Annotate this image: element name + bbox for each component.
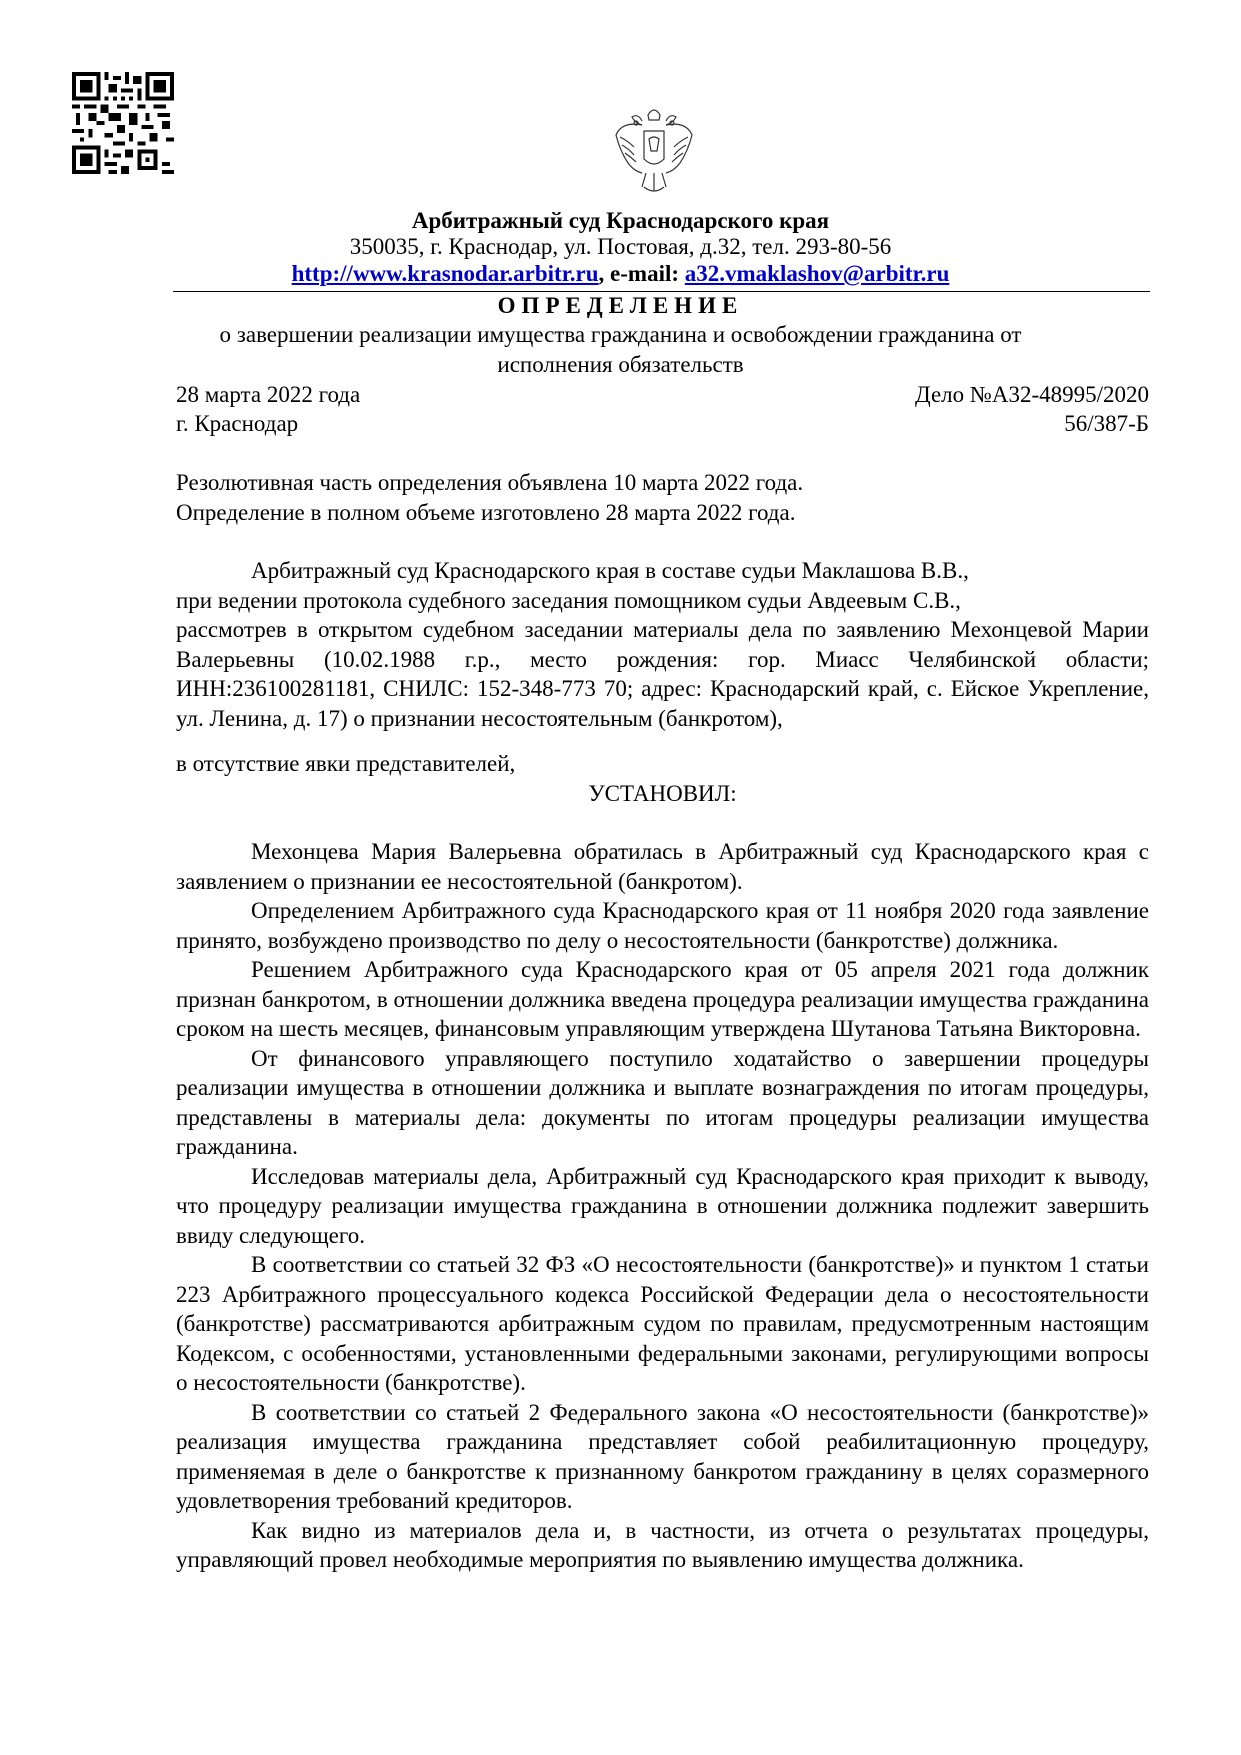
composition-paragraph: рассмотрев в открытом судебном заседании материалы дела по заявлению Мехонцевой Марии Валерьевны (10.02.1988 г.р., место рождения: гор. Миасс Челябинской области; ИНН:236100281181, СНИЛС: 152-348-773 70; адрес: Краснодарский край, с. Ейское Укрепление, ул. Ленина, д. 17) о признании несостоятельным (банкротом), — [176, 617, 1149, 731]
document-city: г. Краснодар — [176, 411, 299, 436]
qr-code — [72, 72, 174, 174]
document-title: ОПРЕДЕЛЕНИЕ — [497, 293, 744, 318]
composition-line-secretary: при ведении протокола судебного заседания помощником судьи Авдеевым С.В., — [176, 587, 961, 613]
case-number: Дело №А32-48995/2020 — [914, 382, 1149, 407]
body-paragraph: Мехонцева Мария Валерьевна обратилась в Арбитражный суд Краснодарского края с заявлением о признании ее несостоятельной (банкротом). — [176, 839, 1149, 894]
court-contacts — [0, 260, 1241, 288]
intro-line-operative: Резолютивная часть определения объявлена 10 марта 2022 года. — [176, 470, 804, 495]
body-paragraph: В соответствии со статьей 2 Федерального закона «О несостоятельности (банкротстве)» реализация имущества гражданина представляет собой реабилитационную процедуру, применяемая в деле о банкротстве к признанному банкротом гражданину в целях соразмерного удовлетворения требований кредиторов. — [176, 1399, 1149, 1513]
body-paragraph: От финансового управляющего поступило ходатайство о завершении процедуры реализации имущества в отношении должника и выплате вознаграждения по итогам процедуры, представлены в материалы дела: документы по итогам процедуры реализации имущества гражданина. — [176, 1045, 1149, 1159]
body-paragraph: Как видно из материалов дела и, в частности, из отчета о результатах процедуры, управляющий провел необходимые мероприятия по выявлению имущества должника. — [176, 1517, 1149, 1572]
composition-block — [176, 556, 1149, 733]
document-meta-left — [176, 380, 360, 438]
court-email-link[interactable]: a32.vmaklashov@arbitr.ru — [684, 261, 950, 286]
body-paragraph: В соответствии со статьей 32 ФЗ «О несостоятельности (банкротстве)» и пунктом 1 статьи 223 Арбитражного процессуального кодекса Российской Федерации дела о несостоятельности (банкротстве) рассматриваются арбитражным судом по правилам, предусмотренным настоящим Кодексом, с особенностями, установленными федеральными законами, регулирующими вопросы о несостоятельности (банкротстве). — [176, 1252, 1149, 1395]
case-sub-number: 56/387-Б — [1064, 411, 1149, 436]
court-address: 350035, г. Краснодар, ул. Постовая, д.32, тел. 293-80-56 — [349, 234, 892, 259]
composition-line-judge: Арбитражный суд Краснодарского края в составе судьи Маклашова В.В., — [251, 558, 969, 583]
body-paragraph: Исследовав материалы дела, Арбитражный суд Краснодарского края приходит к выводу, что процедуру реализации имущества гражданина в отношении должника подлежит завершить ввиду следующего. — [176, 1163, 1149, 1248]
body-paragraph: Решением Арбитражного суда Краснодарского края от 05 апреля 2021 года должник признан банкротом, в отношении должника введена процедура реализации имущества гражданина сроком на шесть месяцев, финансовым управляющим утверждена Шутанова Татьяна Викторовна. — [176, 957, 1149, 1041]
court-name: Арбитражный суд Краснодарского края — [411, 208, 830, 233]
court-website-link[interactable]: http://www.krasnodar.arbitr.ru — [291, 261, 599, 286]
absence-line: в отсутствие явки представителей, — [176, 751, 516, 776]
body-paragraph: Определением Арбитражного суда Краснодарского края от 11 ноября 2020 года заявление принято, возбуждено производство по делу о несостоятельности (банкротстве) должника. — [176, 898, 1149, 953]
document-date: 28 марта 2022 года — [176, 382, 361, 407]
intro-line-full: Определение в полном объеме изготовлено 28 марта 2022 года. — [176, 499, 796, 525]
document-subtitle: о завершении реализации имущества гражданина и освобождении гражданина от исполнения обязательств — [219, 322, 1022, 377]
intro-block — [176, 468, 1149, 527]
main-text — [176, 837, 1149, 1575]
established-heading: УСТАНОВИЛ: — [588, 781, 737, 806]
document-meta-right — [915, 380, 1149, 438]
email-label: e-mail: — [610, 261, 680, 286]
coat-of-arms-emblem — [612, 101, 696, 197]
link-separator: , — [598, 261, 605, 286]
